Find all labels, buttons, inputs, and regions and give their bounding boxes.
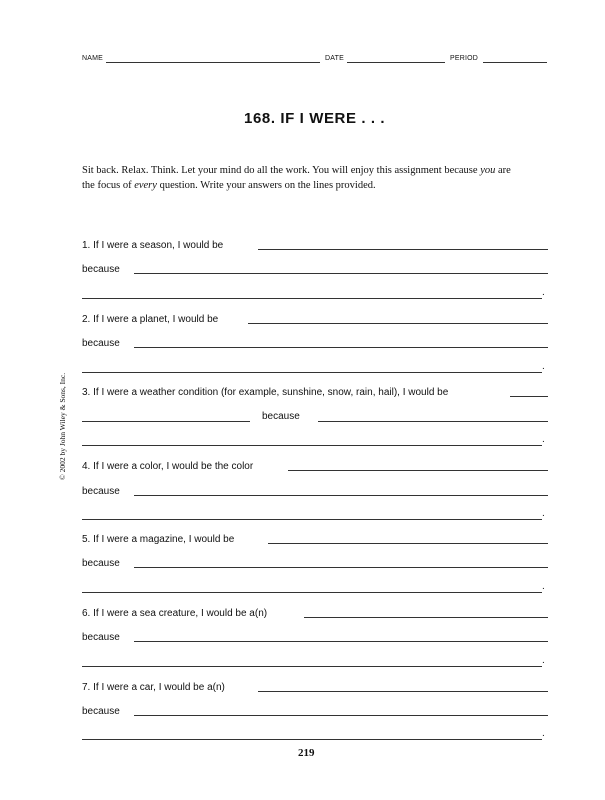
date-label: DATE [325,55,344,62]
name-label: NAME [82,55,104,62]
period-field[interactable] [483,62,547,63]
question-3-text: 3. If I were a weather condition (for example, sunshine, snow, rain, hail), I would be [82,387,449,398]
page-title: 168. IF I WERE . . . [244,110,386,127]
period-label: PERIOD [450,55,479,62]
page-number: 219 [298,747,315,759]
end-period: . [542,581,545,592]
answer-line[interactable] [248,323,548,324]
intro-emphasis-you: you [480,165,496,176]
because-line[interactable] [134,715,548,716]
reason-line[interactable] [82,519,542,520]
question-5-text: 5. If I were a magazine, I would be [82,534,235,545]
because-line[interactable] [134,347,548,348]
because-label: because [82,338,120,349]
because-label: because [82,706,120,717]
because-label: because [82,558,120,569]
name-field[interactable] [106,62,320,63]
end-period: . [542,655,545,666]
because-line[interactable] [134,273,548,274]
intro-text: Sit back. Relax. Think. Let your mind do all the work. You will enjoy this assignment because [82,165,481,176]
because-label: because [82,264,120,275]
answer-line[interactable] [304,617,548,618]
reason-line[interactable] [82,666,542,667]
answer-line[interactable] [268,543,548,544]
answer-line[interactable] [288,470,548,471]
reason-line[interactable] [82,372,542,373]
question-6-text: 6. If I were a sea creature, I would be a(n) [82,608,268,619]
answer-line[interactable] [258,691,548,692]
question-1-text: 1. If I were a season, I would be [82,240,224,251]
because-label: because [262,411,300,422]
question-2-text: 2. If I were a planet, I would be [82,314,219,325]
because-line[interactable] [134,641,548,642]
because-line[interactable] [134,567,548,568]
end-period: . [542,434,545,445]
end-period: . [542,728,545,739]
because-line[interactable] [318,421,548,422]
end-period: . [542,287,545,298]
intro-paragraph [82,163,522,193]
because-label: because [82,632,120,643]
intro-emphasis-every: every [134,180,157,191]
because-label: because [82,486,120,497]
reason-line[interactable] [82,592,542,593]
answer-line-continued[interactable] [82,421,250,422]
answer-line[interactable] [258,249,548,250]
because-line[interactable] [134,495,548,496]
copyright-notice: © 2002 by John Wiley & Sons, Inc. [58,372,67,480]
reason-line[interactable] [82,739,542,740]
intro-text: question. Write your answers on the lines provided. [156,180,376,191]
question-7-text: 7. If I were a car, I would be a(n) [82,682,225,693]
end-period: . [542,361,545,372]
date-field[interactable] [347,62,445,63]
question-4-text: 4. If I were a color, I would be the color [82,461,254,472]
reason-line[interactable] [82,298,542,299]
answer-line[interactable] [510,396,548,397]
reason-line[interactable] [82,445,542,446]
intro-text: are the focus of [82,165,511,191]
end-period: . [542,508,545,519]
